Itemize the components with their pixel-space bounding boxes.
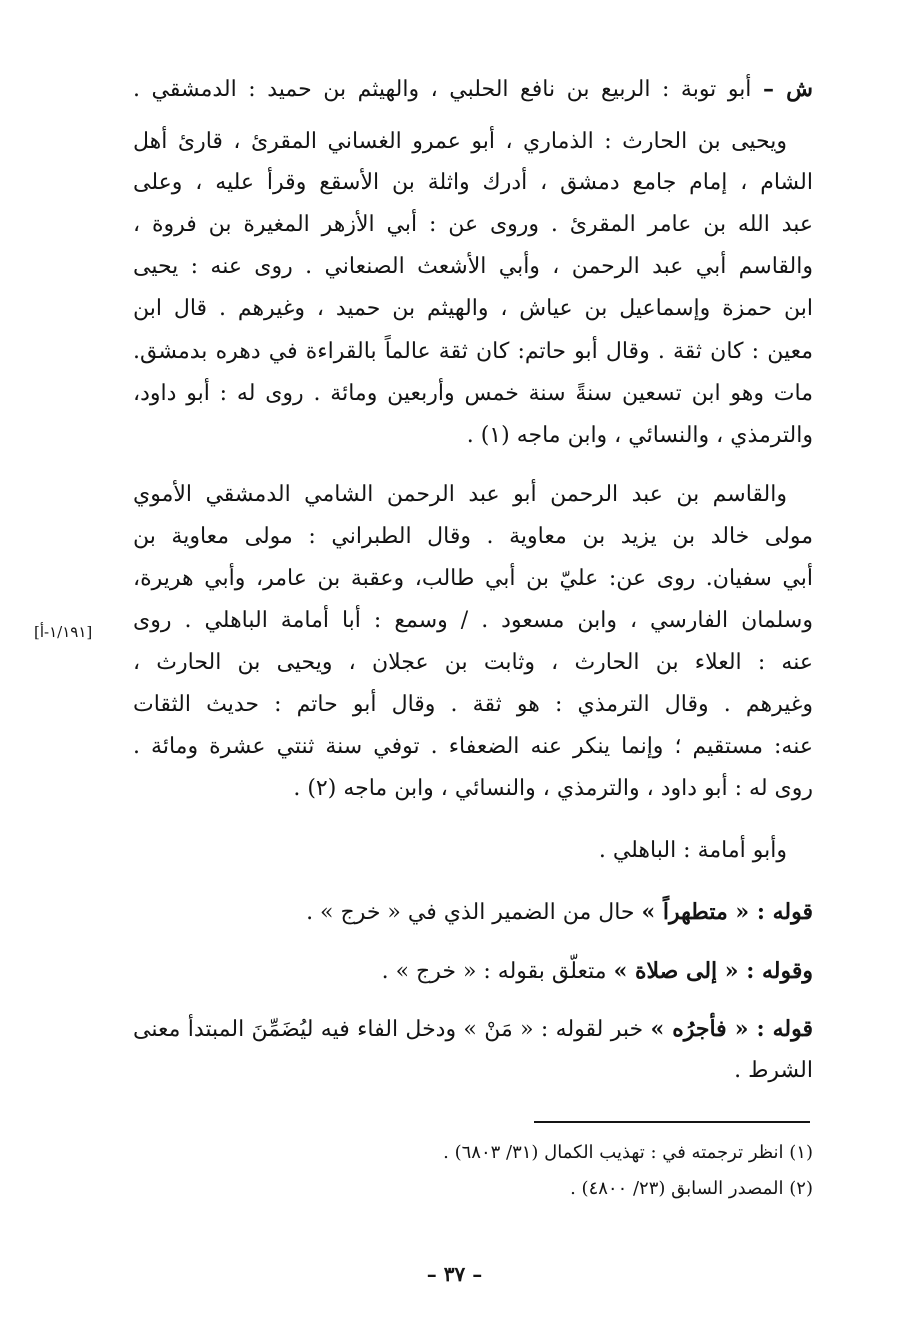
text-line-9: والترمذي ، والنسائي ، وابن ماجه (١) .: [466, 423, 813, 448]
page-number: – ٣٧ –: [426, 1262, 483, 1286]
text-line-16: عنه: مستقيم ؛ وإنما ينكر عنه الضعفاء . توفي سنة ثنتي عشرة ومائة .: [133, 734, 813, 759]
text-line-11: مولى خالد بن يزيد بن معاوية . وقال الطبراني : مولى معاوية بن: [133, 524, 813, 549]
text-line-3: الشام ، إمام جامع دمشق ، أدرك واثلة بن الأسقع وقرأ عليه ، وعلى: [133, 170, 813, 195]
text-line-15: وغيرهم . وقال الترمذي : هو ثقة . وقال أبو حاتم : حديث الثقات: [133, 692, 813, 717]
text-line-7: معين : كان ثقة . وقال أبو حاتم: كان ثقة عالماً بالقراءة في دهره بدمشق.: [133, 339, 813, 364]
text-line-2: ويحيى بن الحارث : الذماري ، أبو عمرو الغساني المقرئ ، قارئ أهل: [133, 129, 787, 154]
text-line-4: عبد الله بن عامر المقرئ . وروى عن : أبي الأزهر المغيرة بن فروة ،: [133, 212, 813, 237]
quoted-term: قوله : « متطهراً »: [641, 899, 813, 925]
footnote-separator: [534, 1121, 810, 1123]
manuscript-folio-note: [١/١٩١-أ]: [34, 623, 93, 641]
text-line-5: والقاسم أبي عبد الرحمن ، وأبي الأشعث الصنعاني . روى عنه : يحيى: [133, 254, 813, 279]
text-line-10: والقاسم بن عبد الرحمن أبو عبد الرحمن الشامي الدمشقي الأموي: [133, 482, 787, 507]
footnote-1: (١) انظر ترجمته في : تهذيب الكمال (٣١/ ٦٨٠٣) .: [443, 1142, 813, 1163]
text-span: أبو توبة : الربيع بن نافع الحلبي ، والهيثم بن حميد : الدمشقي .: [133, 77, 763, 102]
text-line-19: [133, 897, 813, 931]
text-line-14: عنه : العلاء بن الحارث ، وثابت بن عجلان ، ويحيى بن الحارث ،: [133, 650, 813, 675]
text-span: حال من الضمير الذي في « خرج » .: [306, 900, 642, 925]
text-line-22: الشرط .: [734, 1058, 813, 1083]
footnote-2: (٢) المصدر السابق (٢٣/ ٤٨٠٠) .: [570, 1178, 813, 1199]
text-line-8: مات وهو ابن تسعين سنةً سنة خمس وأربعين ومائة . روى له : أبو داود،: [133, 381, 813, 406]
text-span: خبر لقوله : « مَنْ » ودخل الفاء فيه ليُضَمِّنَ المبتدأ معنى: [133, 1017, 651, 1042]
text-line-20: [133, 956, 813, 990]
text-line-13: وسلمان الفارسي ، وابن مسعود . / وسمع : أبا أمامة الباهلي . روى: [133, 608, 813, 633]
text-line-12: أبي سفيان. روى عن: عليّ بن أبي طالب، وعقبة بن عامر، وأبي هريرة،: [133, 566, 813, 591]
text-span: متعلّق بقوله : « خرج » .: [381, 959, 614, 984]
text-line-6: ابن حمزة وإسماعيل بن عياش ، والهيثم بن حميد ، وغيرهم . قال ابن: [133, 296, 813, 321]
text-line-21: [133, 1014, 813, 1048]
text-line-18: وأبو أمامة : الباهلي .: [598, 838, 787, 863]
text-line-17: روى له : أبو داود ، والترمذي ، والنسائي ، وابن ماجه (٢) .: [293, 776, 813, 801]
text-line-1: [133, 74, 813, 108]
quoted-term: قوله : « فأجرُه »: [650, 1016, 813, 1042]
section-marker: ش –: [762, 76, 813, 102]
quoted-term: وقوله : « إلى صلاة »: [613, 958, 813, 984]
